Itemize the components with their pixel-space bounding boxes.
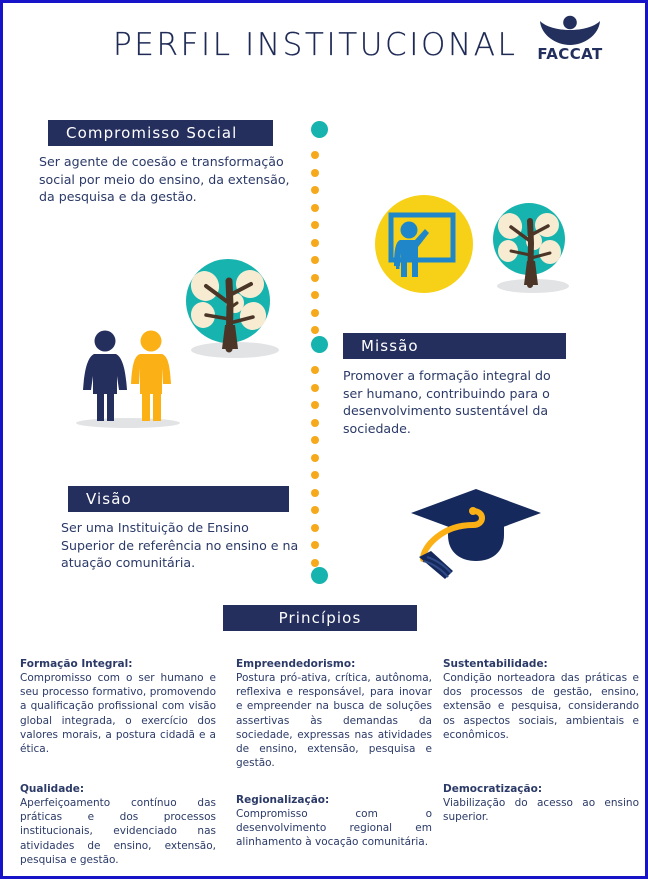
timeline-dot xyxy=(311,419,319,427)
principle-body: Condição norteadora das práticas e dos processos de gestão, ensino, extensão e pesquisa, considerando os aspectos sociais, ambientais e econômicos. xyxy=(443,672,639,741)
banner-missao-label: Missão xyxy=(361,337,419,355)
banner-missao xyxy=(343,333,566,359)
principle-formacao-integral xyxy=(20,657,216,756)
timeline-dot xyxy=(311,274,319,282)
principle-title: Democratização: xyxy=(443,783,543,795)
tree-small-teal-circle-svg xyxy=(486,199,576,295)
principle-body: Compromisso com o desenvolvimento regional em alinhamento à vocação comunitária. xyxy=(236,808,432,849)
timeline-dot xyxy=(311,256,319,264)
timeline-dot xyxy=(311,326,319,334)
tree-teal-circle-svg xyxy=(173,253,285,363)
timeline-dot xyxy=(311,366,319,374)
banner-principios xyxy=(223,605,417,631)
timeline-marker-visao xyxy=(311,567,328,584)
timeline-dot xyxy=(311,384,319,392)
timeline-dot xyxy=(311,221,319,229)
principle-title: Qualidade: xyxy=(20,783,85,795)
timeline-dot xyxy=(311,239,319,247)
principle-qualidade xyxy=(20,782,216,867)
graduation-cap-icon xyxy=(401,481,551,586)
timeline-dot xyxy=(311,454,319,462)
people-pair-svg xyxy=(73,328,183,428)
principle-body: Viabilização do acesso ao ensino superior. xyxy=(443,797,639,824)
principle-title: Sustentabilidade: xyxy=(443,658,548,670)
faccat-logo-mark xyxy=(534,15,606,47)
faccat-logo-text: FACCAT xyxy=(537,45,603,63)
banner-compromisso-social xyxy=(48,120,273,146)
timeline-dot xyxy=(311,186,319,194)
timeline-dot xyxy=(311,204,319,212)
graduation-cap-svg xyxy=(401,481,551,581)
figure-man xyxy=(131,331,171,422)
banner-visao xyxy=(68,486,289,512)
timeline-dot xyxy=(311,524,319,532)
principle-empreendedorismo xyxy=(236,657,432,770)
timeline-dot xyxy=(311,489,319,497)
principle-title: Empreendedorismo: xyxy=(236,658,356,670)
figure-woman xyxy=(83,331,127,422)
tree-teal-circle-icon xyxy=(173,253,285,368)
timeline-dot xyxy=(311,151,319,159)
people-pair-icon xyxy=(73,328,183,433)
principle-regionalizacao xyxy=(236,793,432,850)
timeline-dot xyxy=(311,309,319,317)
text-visao: Ser uma Instituição de Ensino Superior de referência no ensino e na atuação comunitária. xyxy=(61,520,299,570)
principle-body: Compromisso com o ser humano e seu processo formativo, promovendo a qualificação profissional com visão global integrada, o exercício dos valores morais, a postura cidadã e a ética. xyxy=(20,672,216,756)
timeline-dot xyxy=(311,506,319,514)
text-missao: Promover a formação integral do ser humano, contribuindo para o desenvolvimento sustentável da sociedade. xyxy=(343,368,551,436)
teacher-whiteboard-icon xyxy=(371,191,477,302)
principle-title: Formação Integral: xyxy=(20,658,133,670)
principle-body: Aperfeiçoamento contínuo das práticas e dos processos institucionais, evidenciado nas atividades de ensino, extensão, pesquisa e gestão. xyxy=(20,797,216,866)
principle-democratizacao xyxy=(443,782,639,824)
teacher-whiteboard-svg xyxy=(371,191,477,297)
timeline-dot xyxy=(311,471,319,479)
timeline-dot xyxy=(311,559,319,567)
principle-title: Regionalização: xyxy=(236,794,330,806)
banner-visao-label: Visão xyxy=(86,490,132,508)
timeline-dot xyxy=(311,541,319,549)
timeline-dot xyxy=(311,291,319,299)
timeline-dot xyxy=(311,436,319,444)
timeline-dot xyxy=(311,169,319,177)
header xyxy=(3,3,648,95)
tree-small-teal-circle-icon xyxy=(486,199,576,300)
text-compromisso-social: Ser agente de coesão e transformação social por meio do ensino, da extensão, da pesquisa e da gestão. xyxy=(39,154,290,204)
faccat-logo xyxy=(534,15,606,67)
timeline-marker-missao xyxy=(311,336,328,353)
banner-principios-label: Princípios xyxy=(278,609,362,627)
timeline-dot xyxy=(311,401,319,409)
principle-body: Postura pró-ativa, crítica, autônoma, reflexiva e responsável, para inovar e empreender na busca de soluções assertivas às demandas da sociedade, expressas nas atividades de ensino, extensão, pesquisa e gestão. xyxy=(236,672,432,770)
banner-compromisso-social-label: Compromisso Social xyxy=(66,124,238,142)
page-title: PERFIL INSTITUCIONAL xyxy=(113,27,518,63)
principle-sustentabilidade xyxy=(443,657,639,742)
timeline-marker-compromisso xyxy=(311,121,328,138)
